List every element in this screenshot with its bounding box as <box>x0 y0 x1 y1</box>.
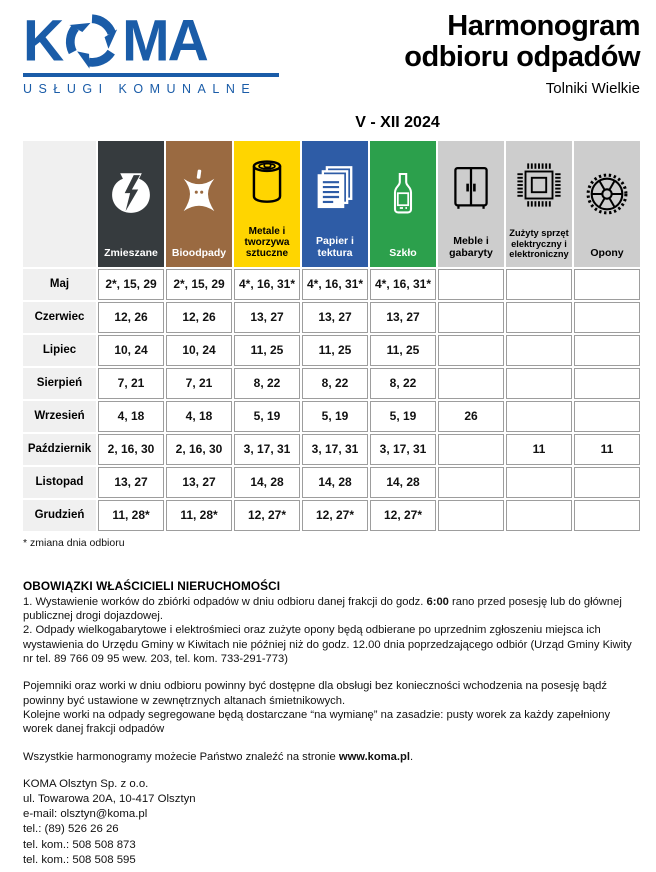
schedule-cell: 12, 26 <box>166 302 232 333</box>
tire-icon <box>574 141 640 248</box>
schedule-cell: 13, 27 <box>98 467 164 498</box>
contact-block <box>23 777 640 868</box>
obligation-item-2: 2. Odpady wielkogabarytowe i elektrośmieci oraz zużyte opony będą odbierane po uprzednim zgłoszeniu miejsca ich wystawienia do Urzędu Gminy w Kiwitach nie później niż do godz. 12.00 dnia poprzedzającego odbiór (Urząd Gminy Kiwity nr tel. 89 766 09 95 wew. 203, tel. kom. 733-291-773) <box>23 624 632 666</box>
schedule-cell: 11, 25 <box>370 335 436 366</box>
period-label: V - XII 2024 <box>355 113 440 131</box>
page-title <box>404 11 640 74</box>
schedule-cell: 12, 27* <box>234 500 300 531</box>
schedule-cell <box>506 368 572 399</box>
schedule-cell: 13, 27 <box>370 302 436 333</box>
schedule-cell: 2*, 15, 29 <box>166 269 232 300</box>
column-header-szklo <box>370 141 436 267</box>
schedule-cell: 4, 18 <box>98 401 164 432</box>
bags-exchange-note: Kolejne worki na odpady segregowane będą dostarczane “na wymianę” na zasadzie: pusty worek za każdy zapełniony worek danej frakcji odpadów <box>23 709 611 736</box>
schedule-footnote: * zmiana dnia odbioru <box>23 536 125 549</box>
schedule-cell: 11, 25 <box>234 335 300 366</box>
schedule-cell: 5, 19 <box>234 401 300 432</box>
category-header-row <box>23 141 640 267</box>
schedule-cell: 5, 19 <box>370 401 436 432</box>
schedule-cell: 13, 27 <box>302 302 368 333</box>
obligations-section <box>23 579 643 764</box>
title-block <box>404 10 640 97</box>
broken-pot-icon <box>98 141 164 248</box>
can-icon <box>234 141 300 226</box>
month-label: Wrzesień <box>23 401 96 432</box>
schedule-row <box>23 335 640 366</box>
contact-mobile1: tel. kom.: 508 508 873 <box>23 838 136 851</box>
logo-part2: MA <box>122 7 207 74</box>
contact-address: ul. Towarowa 20A, 10-417 Olsztyn <box>23 793 196 806</box>
location-subtitle: Tolniki Wielkie <box>545 79 640 97</box>
wardrobe-icon <box>438 141 504 237</box>
month-label: Maj <box>23 269 96 300</box>
column-label-elektro: Zużyty sprzęt elektryczny i elektroniczny <box>509 228 569 260</box>
schedule-cell <box>506 500 572 531</box>
schedule-cell <box>574 500 640 531</box>
column-header-papier <box>302 141 368 267</box>
schedule-cell: 26 <box>438 401 504 432</box>
schedule-cell <box>574 467 640 498</box>
schedule-cell <box>438 467 504 498</box>
schedule-cell <box>574 401 640 432</box>
obligation-item-1: 1. Wystawienie worków do zbiórki odpadów w dniu odbioru danej frakcji do godz. 6:00 rano przed posesję lub do głównej publicznej drogi dojazdowej. <box>23 595 622 623</box>
schedule-cell: 7, 21 <box>98 368 164 399</box>
schedule-cell <box>506 269 572 300</box>
schedule-cell: 7, 21 <box>166 368 232 399</box>
schedule-cell <box>438 368 504 399</box>
month-label: Listopad <box>23 467 96 498</box>
column-label-opony: Opony <box>590 246 624 259</box>
apple-core-icon <box>166 141 232 248</box>
column-header-meble <box>438 141 504 267</box>
schedule-row <box>23 467 640 498</box>
schedule-cell: 3, 17, 31 <box>370 434 436 465</box>
contact-email: e-mail: olsztyn@koma.pl <box>23 808 148 821</box>
schedule-cell <box>438 434 504 465</box>
schedule-cell: 4*, 16, 31* <box>302 269 368 300</box>
logo-part1: K <box>23 7 63 74</box>
month-label: Grudzień <box>23 500 96 531</box>
schedule-cell: 3, 17, 31 <box>234 434 300 465</box>
schedule-cell <box>574 368 640 399</box>
schedule-cell: 13, 27 <box>234 302 300 333</box>
paper-stack-icon <box>302 141 368 237</box>
schedule-cell <box>574 269 640 300</box>
schedule-cell: 11, 25 <box>302 335 368 366</box>
schedule-table <box>21 139 642 533</box>
column-label-bioodpady: Bioodpady <box>171 246 227 259</box>
schedule-cell <box>506 467 572 498</box>
schedule-cell: 8, 22 <box>370 368 436 399</box>
schedule-cell: 8, 22 <box>234 368 300 399</box>
schedule-cell <box>574 335 640 366</box>
schedule-cell: 2*, 15, 29 <box>98 269 164 300</box>
koma-logo-text <box>23 7 281 74</box>
column-label-meble: Meble i gabaryty <box>449 235 493 259</box>
contact-phone: tel.: (89) 526 26 26 <box>23 823 119 836</box>
schedule-cell <box>506 335 572 366</box>
month-label: Sierpień <box>23 368 96 399</box>
website-url: www.koma.pl <box>338 750 410 763</box>
schedule-cell: 11, 28* <box>98 500 164 531</box>
schedule-cell: 4*, 16, 31* <box>370 269 436 300</box>
schedule-row <box>23 500 640 531</box>
column-header-elektro <box>506 141 572 267</box>
contact-company: KOMA Olsztyn Sp. z o.o. <box>23 778 149 790</box>
schedule-cell: 2, 16, 30 <box>98 434 164 465</box>
website-note: Wszystkie harmonogramy możecie Państwo znaleźć na stronie www.koma.pl. <box>23 750 414 763</box>
schedule-cell: 2, 16, 30 <box>166 434 232 465</box>
recycling-arrows-icon <box>63 12 121 70</box>
month-label: Październik <box>23 434 96 465</box>
schedule-cell <box>574 302 640 333</box>
schedule-cell: 10, 24 <box>98 335 164 366</box>
schedule-cell <box>506 302 572 333</box>
schedule-cell <box>438 335 504 366</box>
document-header <box>23 7 640 97</box>
schedule-row <box>23 434 640 465</box>
schedule-cell: 11 <box>574 434 640 465</box>
chip-icon <box>506 141 572 229</box>
column-header-metale <box>234 141 300 267</box>
schedule-cell: 14, 28 <box>370 467 436 498</box>
schedule-row <box>23 269 640 300</box>
schedule-cell: 5, 19 <box>302 401 368 432</box>
column-label-zmieszane: Zmieszane <box>104 246 158 259</box>
month-label: Czerwiec <box>23 302 96 333</box>
corner-cell <box>23 141 96 267</box>
column-header-opony <box>574 141 640 267</box>
month-label: Lipiec <box>23 335 96 366</box>
schedule-cell: 10, 24 <box>166 335 232 366</box>
schedule-cell: 11, 28* <box>166 500 232 531</box>
column-label-szklo: Szkło <box>389 246 417 259</box>
column-header-bioodpady <box>166 141 232 267</box>
schedule-cell: 12, 26 <box>98 302 164 333</box>
schedule-cell: 4, 18 <box>166 401 232 432</box>
schedule-cell: 13, 27 <box>166 467 232 498</box>
schedule-cell <box>438 302 504 333</box>
schedule-cell: 12, 27* <box>302 500 368 531</box>
schedule-cell: 11 <box>506 434 572 465</box>
column-header-zmieszane <box>98 141 164 267</box>
schedule-row <box>23 401 640 432</box>
logo-tagline: USŁUGI KOMUNALNE <box>23 82 257 96</box>
schedule-cell: 14, 28 <box>302 467 368 498</box>
schedule-cell: 8, 22 <box>302 368 368 399</box>
page-title-line1: Harmonogram <box>447 10 640 42</box>
bottle-icon <box>370 141 436 248</box>
schedule-cell <box>438 269 504 300</box>
obligations-heading: OBOWIĄZKI WŁAŚCICIELI NIERUCHOMOŚCI <box>23 578 281 593</box>
schedule-cell: 12, 27* <box>370 500 436 531</box>
schedule-row <box>23 302 640 333</box>
page-title-line2: odbioru odpadów <box>404 41 640 74</box>
schedule-cell: 4*, 16, 31* <box>234 269 300 300</box>
column-label-papier: Papier i tektura <box>316 235 354 259</box>
schedule-cell <box>438 500 504 531</box>
containers-note: Pojemniki oraz worki w dniu odbioru powinny być dostępne dla obsługi bez konieczności wchodzenia na posesję bądź powinny być ustawione w zewnętrznych altanach śmietnikowych. <box>23 680 607 707</box>
schedule-cell <box>506 401 572 432</box>
schedule-cell: 3, 17, 31 <box>302 434 368 465</box>
schedule-cell: 14, 28 <box>234 467 300 498</box>
schedule-row <box>23 368 640 399</box>
contact-mobile2: tel. kom.: 508 508 595 <box>23 853 136 866</box>
column-label-metale: Metale i tworzywa sztuczne <box>244 226 290 260</box>
koma-logo <box>23 7 281 96</box>
